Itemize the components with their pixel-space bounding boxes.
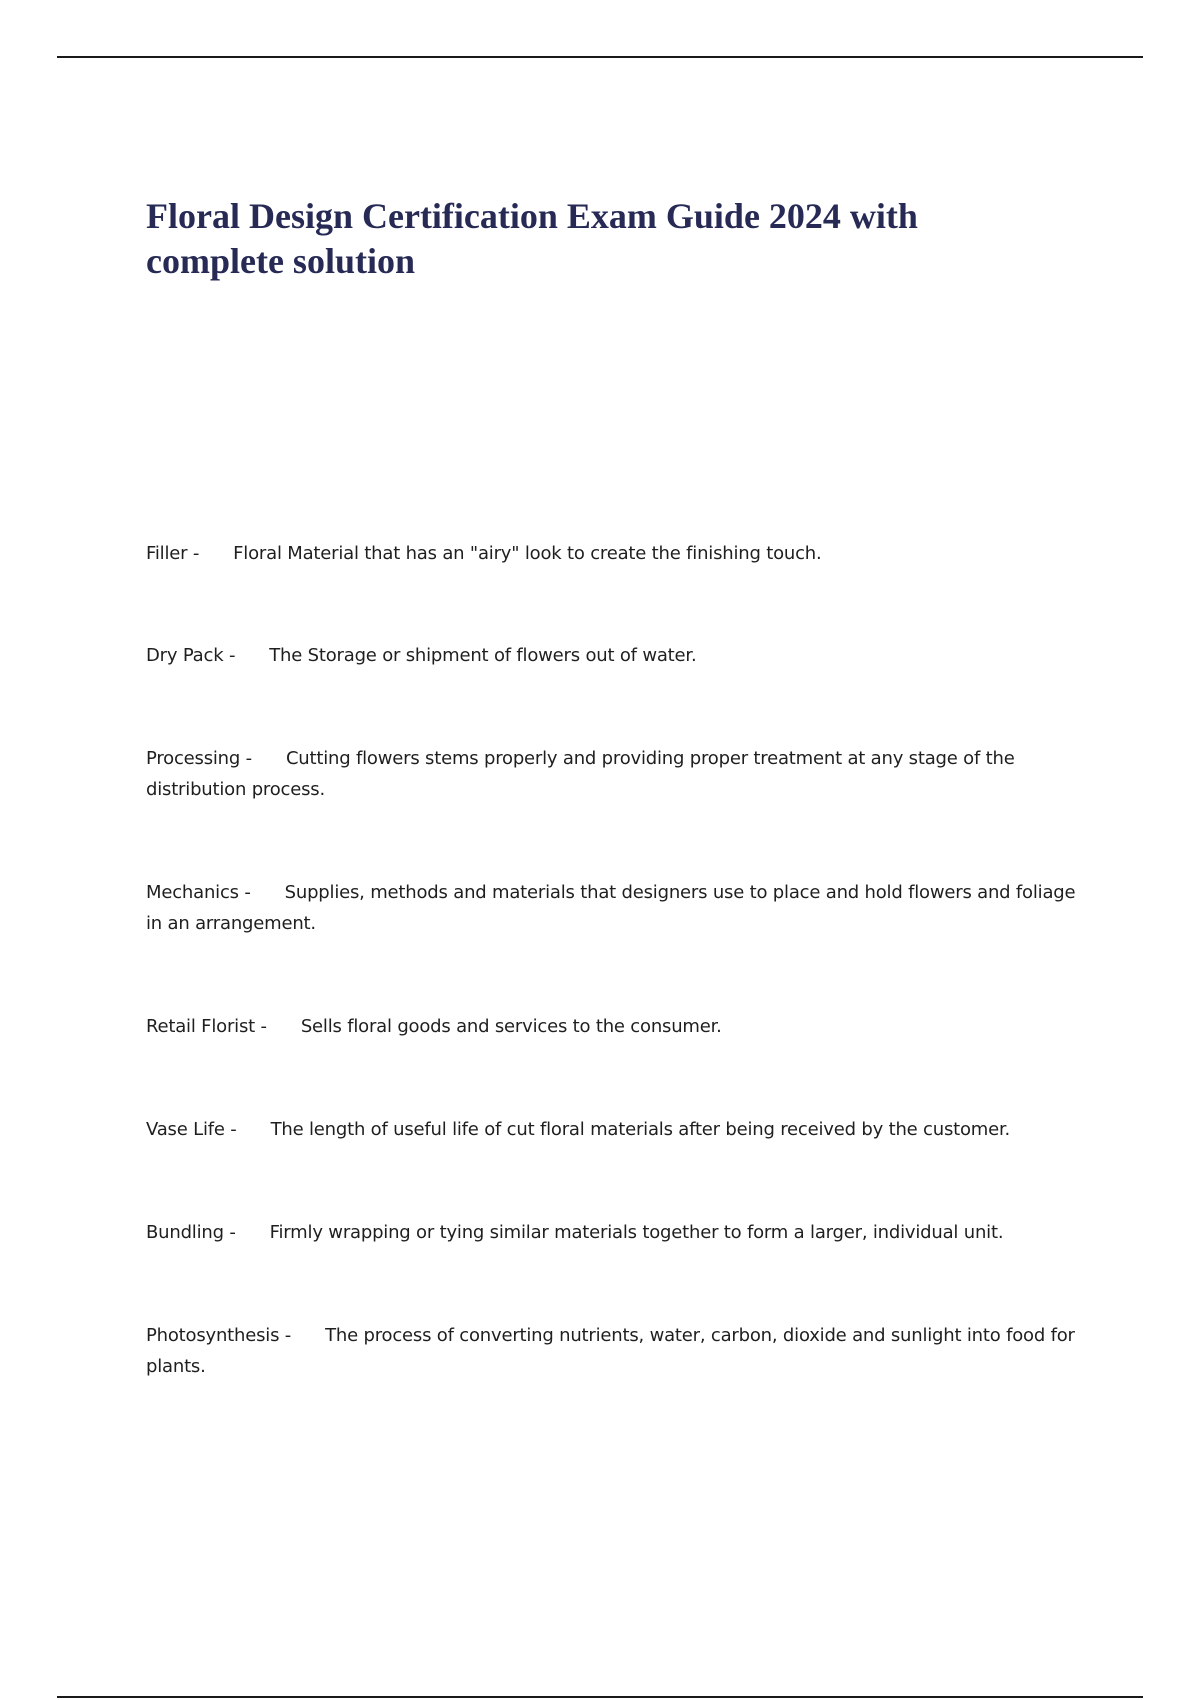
entry-term: Photosynthesis -: [146, 1325, 292, 1346]
entry-definition: Firmly wrapping or tying similar materials together to form a larger, individual unit.: [269, 1222, 1004, 1243]
glossary-entry: [146, 1320, 1076, 1382]
entry-definition: The Storage or shipment of flowers out of water.: [269, 645, 697, 666]
entry-definition: The process of converting nutrients, water, carbon, dioxide and sunlight into food for plants.: [146, 1325, 1075, 1377]
entry-definition: Sells floral goods and services to the consumer.: [300, 1016, 722, 1037]
glossary-entry: [146, 1114, 1076, 1145]
entry-definition: The length of useful life of cut floral materials after being received by the customer.: [270, 1119, 1011, 1140]
glossary-entry: [146, 1011, 1076, 1042]
entry-definition: Supplies, methods and materials that designers use to place and hold flowers and foliage in an arrangement.: [146, 882, 1076, 934]
glossary-entry: [146, 877, 1076, 939]
entry-definition: Floral Material that has an "airy" look to create the finishing touch.: [233, 543, 822, 564]
entry-term: Mechanics -: [146, 882, 251, 903]
document-title: Floral Design Certification Exam Guide 2024 with complete solution: [146, 196, 918, 281]
glossary-entry: [146, 1217, 1076, 1248]
entry-term: Filler -: [146, 543, 200, 564]
entry-term: Vase Life -: [146, 1119, 237, 1140]
top-rule: [57, 56, 1143, 58]
glossary-entry: [146, 743, 1076, 805]
entry-term: Processing -: [146, 748, 252, 769]
entry-term: Dry Pack -: [146, 645, 236, 666]
bottom-rule: [57, 1696, 1143, 1698]
glossary-entry: [146, 640, 1076, 671]
entry-term: Retail Florist -: [146, 1016, 267, 1037]
entry-term: Bundling -: [146, 1222, 236, 1243]
entry-definition: Cutting flowers stems properly and providing proper treatment at any stage of the distribution process.: [146, 748, 1015, 800]
glossary-entry: [146, 538, 1076, 569]
